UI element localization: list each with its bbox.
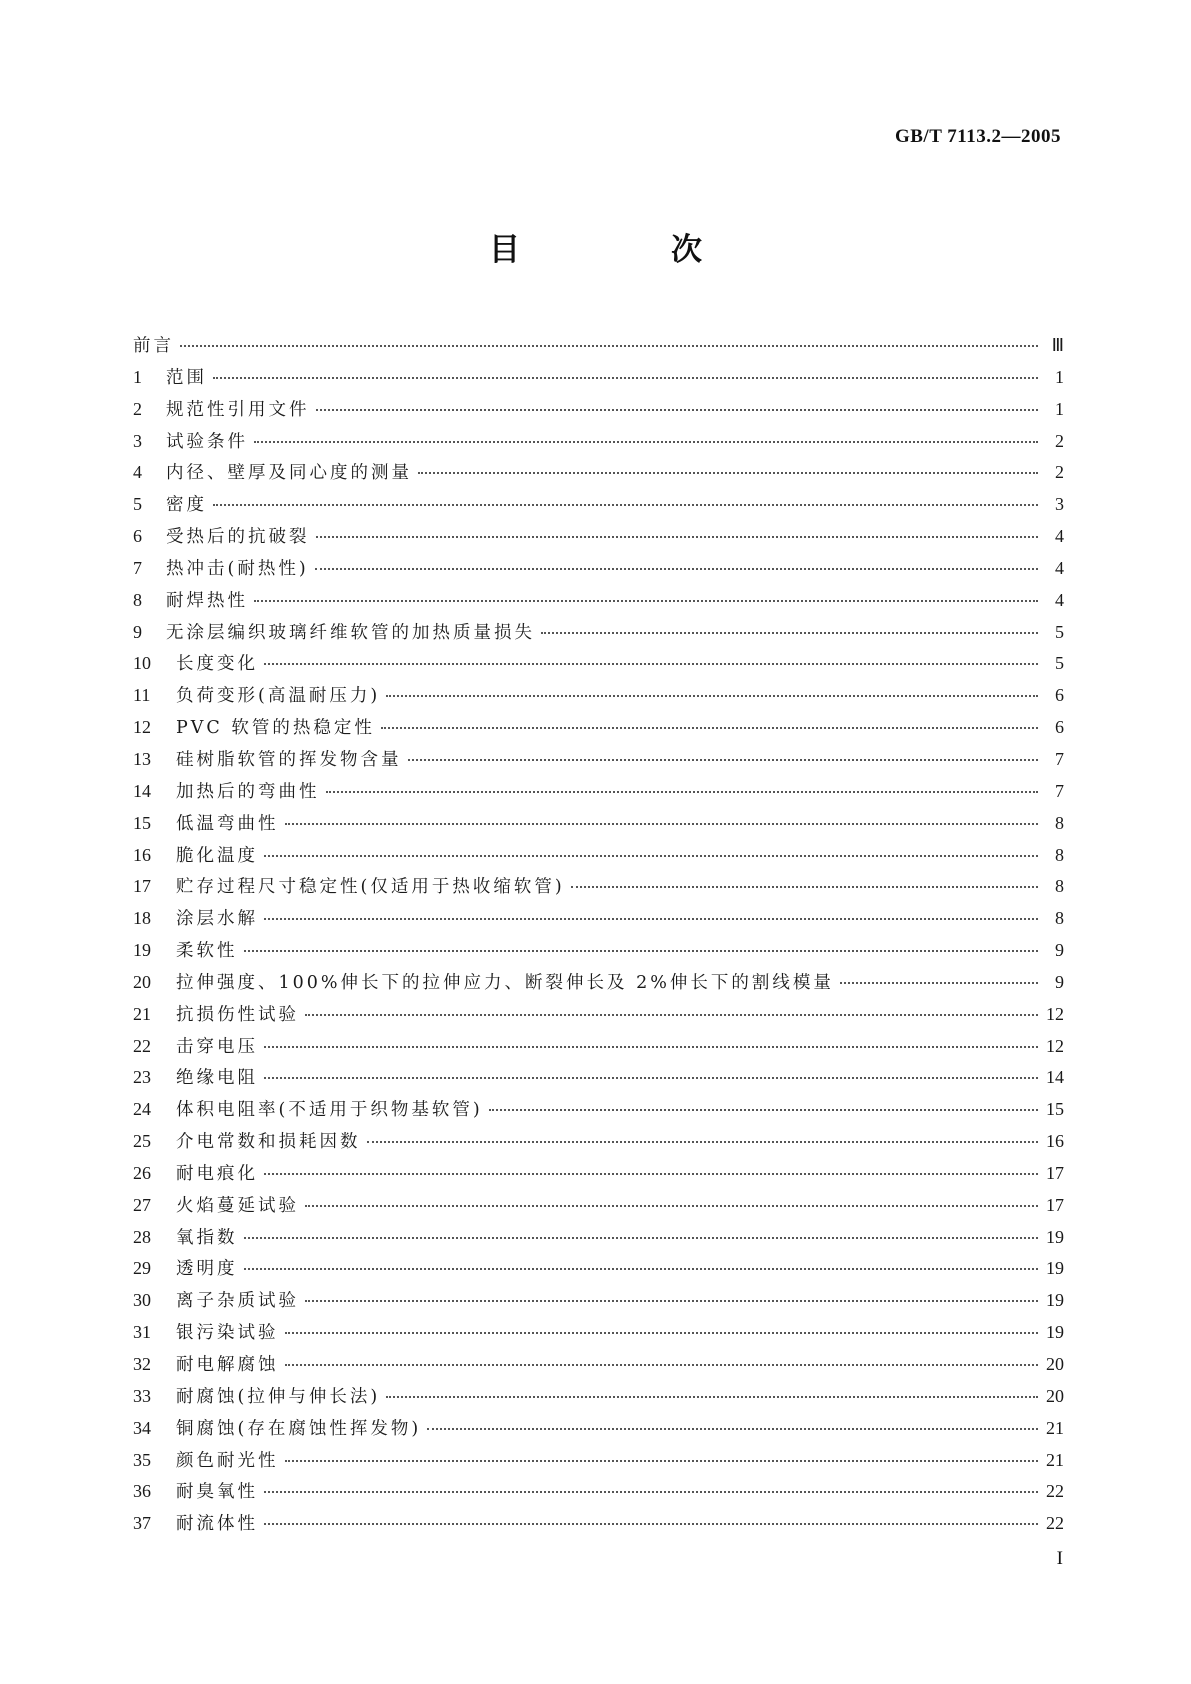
dot-leader — [326, 791, 1039, 793]
toc-entry-page: 2 — [1055, 462, 1064, 483]
toc-entry-label: 耐流体性 — [176, 1514, 258, 1535]
toc-entry-page: 16 — [1046, 1131, 1064, 1152]
toc-entry-label: 受热后的抗破裂 — [166, 527, 310, 548]
toc-entry-label: 介电常数和损耗因数 — [176, 1132, 361, 1153]
dot-leader — [386, 695, 1038, 697]
toc-entry-page: 19 — [1046, 1322, 1064, 1343]
dot-leader — [305, 1205, 1038, 1207]
toc-entry[interactable] — [133, 1415, 1064, 1447]
toc-entry-number: 28 — [133, 1226, 151, 1247]
toc-entry-number: 6 — [133, 526, 142, 547]
toc-entry[interactable] — [133, 714, 1064, 746]
toc-entry-page: 19 — [1046, 1226, 1064, 1247]
dot-leader — [264, 918, 1038, 920]
toc-entry[interactable] — [133, 1478, 1064, 1510]
toc-entry-number: 20 — [133, 971, 151, 992]
dot-leader — [264, 663, 1038, 665]
toc-entry[interactable] — [133, 1319, 1064, 1351]
toc-entry-number: 17 — [133, 876, 151, 897]
toc-entry-number: 1 — [133, 366, 142, 387]
toc-entry-number: 15 — [133, 812, 151, 833]
toc-entry[interactable] — [133, 491, 1064, 523]
toc-entry-number: 32 — [133, 1354, 151, 1374]
toc-entry[interactable] — [133, 842, 1064, 874]
dot-leader — [180, 345, 1038, 347]
dot-leader — [305, 1014, 1038, 1016]
toc-entry-page: 6 — [1055, 717, 1064, 738]
toc-entry-number: 30 — [133, 1290, 151, 1311]
dot-leader — [571, 886, 1038, 888]
dot-leader — [254, 441, 1038, 443]
toc-entry-label: 拉伸强度、100%伸长下的拉伸应力、断裂伸长及 2%伸长下的割线模量 — [176, 972, 834, 993]
toc-entry-number: 12 — [133, 717, 151, 738]
dot-leader — [541, 632, 1038, 634]
dot-leader — [386, 1396, 1038, 1398]
toc-entry-page: 8 — [1055, 876, 1064, 897]
toc-title: 目 次 — [489, 232, 762, 268]
toc-entry-label: 内径、壁厚及同心度的测量 — [166, 463, 412, 484]
toc-entry[interactable] — [133, 1447, 1064, 1479]
toc-entry[interactable] — [133, 1224, 1064, 1256]
dot-leader — [367, 1141, 1039, 1143]
dot-leader — [254, 600, 1038, 602]
toc-entry-number: 3 — [133, 430, 142, 451]
dot-leader — [264, 1173, 1038, 1175]
dot-leader — [840, 982, 1038, 984]
toc-entry[interactable] — [133, 1096, 1064, 1128]
toc-entry-label: 击穿电压 — [176, 1036, 258, 1057]
toc-entry-page: 3 — [1055, 494, 1064, 515]
toc-entry-number: 27 — [133, 1194, 151, 1215]
toc-entry-page: 5 — [1055, 621, 1064, 642]
dot-leader — [285, 1332, 1039, 1334]
toc-entry-number: 8 — [133, 589, 142, 610]
toc-entry-number: 13 — [133, 748, 151, 769]
toc-entry-number: 31 — [133, 1322, 151, 1343]
toc-entry[interactable] — [133, 873, 1064, 905]
toc-entry[interactable] — [133, 396, 1064, 428]
dot-leader — [285, 1364, 1039, 1366]
toc-entry-page: 21 — [1046, 1417, 1064, 1438]
toc-entry[interactable] — [133, 682, 1064, 714]
toc-entry-label: 试验条件 — [166, 431, 248, 452]
toc-entry[interactable] — [133, 969, 1064, 1001]
toc-entry-label: 无涂层编织玻璃纤维软管的加热质量损失 — [166, 622, 535, 643]
toc-entry-label: 柔软性 — [176, 941, 238, 962]
toc-entry-label: 体积电阻率(不适用于织物基软管) — [176, 1100, 483, 1121]
toc-entry-page: 12 — [1046, 1003, 1064, 1024]
toc-entry[interactable] — [133, 1128, 1064, 1160]
toc-entry-number: 2 — [133, 398, 142, 419]
toc-entry-number: 22 — [133, 1035, 151, 1056]
toc-entry-page: 7 — [1055, 748, 1064, 769]
standard-number: GB/T 7113.2—2005 — [894, 126, 1061, 147]
toc-entry-page: 8 — [1055, 908, 1064, 929]
table-of-contents — [133, 332, 1064, 1542]
dot-leader — [427, 1428, 1038, 1430]
toc-entry-label: 氧指数 — [176, 1227, 238, 1248]
toc-entry-label: 负荷变形(高温耐压力) — [176, 686, 381, 707]
toc-entry-page: 20 — [1046, 1354, 1064, 1374]
toc-entry-page: 17 — [1046, 1162, 1064, 1183]
dot-leader — [244, 1237, 1039, 1239]
dot-leader — [244, 1268, 1039, 1270]
toc-entry-page: 14 — [1046, 1067, 1064, 1088]
dot-leader — [213, 504, 1038, 506]
toc-entry-number: 37 — [133, 1513, 151, 1534]
toc-entry-page: 8 — [1055, 812, 1064, 833]
toc-entry-number: 14 — [133, 780, 151, 801]
toc-entry-number: 26 — [133, 1162, 151, 1183]
toc-entry-page: 1 — [1055, 366, 1064, 387]
toc-entry[interactable] — [133, 1351, 1064, 1383]
dot-leader — [264, 1491, 1038, 1493]
toc-entry-label: PVC 软管的热稳定性 — [176, 718, 375, 739]
toc-entry-page: 15 — [1046, 1099, 1064, 1120]
toc-entry[interactable] — [133, 1001, 1064, 1033]
toc-entry[interactable] — [133, 1383, 1064, 1415]
toc-entry[interactable] — [133, 555, 1064, 587]
toc-entry-label: 范围 — [166, 367, 207, 388]
toc-entry-label: 火焰蔓延试验 — [176, 1195, 299, 1216]
toc-entry-label: 低温弯曲性 — [176, 813, 279, 834]
dot-leader — [244, 950, 1039, 952]
toc-entry-label: 前言 — [133, 336, 174, 356]
toc-entry-label: 透明度 — [176, 1259, 238, 1280]
toc-entry-page: 4 — [1055, 526, 1064, 547]
toc-entry-label: 铜腐蚀(存在腐蚀性挥发物) — [176, 1418, 422, 1439]
dot-leader — [381, 727, 1038, 729]
toc-entry-number: 7 — [133, 557, 142, 578]
toc-entry-label: 耐臭氧性 — [176, 1482, 258, 1503]
page-number: I — [1056, 1548, 1063, 1569]
toc-entry-label: 规范性引用文件 — [166, 399, 310, 420]
toc-entry-number: 10 — [133, 653, 151, 674]
toc-entry-number: 25 — [133, 1131, 151, 1152]
toc-entry-label: 长度变化 — [176, 654, 258, 675]
toc-entry[interactable] — [133, 523, 1064, 555]
toc-entry-number: 11 — [133, 685, 151, 706]
toc-entry-number: 9 — [133, 621, 142, 642]
toc-entry[interactable] — [133, 619, 1064, 651]
toc-entry-label: 硅树脂软管的挥发物含量 — [176, 749, 402, 770]
toc-entry-label: 银污染试验 — [176, 1323, 279, 1344]
toc-entry-page: 22 — [1046, 1513, 1064, 1534]
toc-entry-label: 耐电痕化 — [176, 1163, 258, 1184]
toc-entry[interactable] — [133, 459, 1064, 491]
toc-entry-label: 抗损伤性试验 — [176, 1004, 299, 1025]
toc-entry-page: 17 — [1046, 1194, 1064, 1215]
toc-entry[interactable] — [133, 332, 1064, 364]
toc-entry-page: 9 — [1055, 940, 1064, 961]
toc-entry-number: 23 — [133, 1067, 151, 1088]
toc-entry-label: 颜色耐光性 — [176, 1450, 279, 1471]
toc-entry-page: 12 — [1046, 1035, 1064, 1056]
toc-entry[interactable] — [133, 364, 1064, 396]
toc-entry-page: 19 — [1046, 1290, 1064, 1311]
toc-entry-label: 贮存过程尺寸稳定性(仅适用于热收缩软管) — [176, 877, 565, 898]
toc-entry-page: 4 — [1055, 589, 1064, 610]
dot-leader — [408, 759, 1039, 761]
toc-entry-number: 33 — [133, 1385, 151, 1406]
toc-entry-label: 耐腐蚀(拉伸与伸长法) — [176, 1386, 381, 1407]
toc-entry-page: 19 — [1046, 1258, 1064, 1279]
toc-entry-label: 离子杂质试验 — [176, 1291, 299, 1312]
toc-entry[interactable] — [133, 746, 1064, 778]
toc-entry-page: 7 — [1055, 780, 1064, 801]
toc-entry-number: 19 — [133, 940, 151, 961]
dot-leader — [264, 1046, 1038, 1048]
toc-entry[interactable] — [133, 778, 1064, 810]
toc-entry-label: 脆化温度 — [176, 845, 258, 866]
toc-entry-label: 耐焊热性 — [166, 590, 248, 611]
toc-entry[interactable] — [133, 937, 1064, 969]
toc-entry-number: 5 — [133, 494, 142, 515]
toc-entry-number: 18 — [133, 908, 151, 929]
toc-entry[interactable] — [133, 650, 1064, 682]
dot-leader — [264, 1077, 1038, 1079]
toc-entry-number: 16 — [133, 844, 151, 865]
toc-entry[interactable] — [133, 1255, 1064, 1287]
toc-entry-number: 35 — [133, 1449, 151, 1470]
toc-entry[interactable] — [133, 1287, 1064, 1319]
toc-entry[interactable] — [133, 1160, 1064, 1192]
toc-entry-page: Ⅲ — [1051, 335, 1064, 355]
toc-entry-label: 热冲击(耐热性) — [166, 558, 309, 579]
toc-entry-label: 加热后的弯曲性 — [176, 781, 320, 802]
toc-entry-page: 22 — [1046, 1481, 1064, 1502]
toc-entry[interactable] — [133, 587, 1064, 619]
dot-leader — [264, 1523, 1038, 1525]
dot-leader — [316, 536, 1039, 538]
toc-entry-number: 24 — [133, 1099, 151, 1120]
toc-entry-label: 耐电解腐蚀 — [176, 1355, 279, 1375]
toc-entry-page: 9 — [1055, 971, 1064, 992]
toc-entry-label: 绝缘电阻 — [176, 1068, 258, 1089]
toc-entry-page: 21 — [1046, 1449, 1064, 1470]
toc-entry-page: 6 — [1055, 685, 1064, 706]
dot-leader — [418, 472, 1038, 474]
toc-entry[interactable] — [133, 428, 1064, 460]
dot-leader — [285, 823, 1039, 825]
toc-entry-page: 20 — [1046, 1385, 1064, 1406]
toc-entry-page: 2 — [1055, 430, 1064, 451]
dot-leader — [315, 568, 1038, 570]
toc-entry-number: 21 — [133, 1003, 151, 1024]
toc-entry-page: 1 — [1055, 398, 1064, 419]
toc-entry-number: 4 — [133, 462, 142, 483]
dot-leader — [489, 1109, 1038, 1111]
toc-entry-label: 涂层水解 — [176, 909, 258, 930]
toc-entry-number: 36 — [133, 1481, 151, 1502]
toc-entry[interactable] — [133, 1064, 1064, 1096]
toc-entry-page: 8 — [1055, 844, 1064, 865]
dot-leader — [285, 1460, 1039, 1462]
toc-entry[interactable] — [133, 810, 1064, 842]
toc-entry-number: 34 — [133, 1417, 151, 1438]
dot-leader — [316, 409, 1039, 411]
toc-entry-label: 密度 — [166, 495, 207, 516]
toc-entry-page: 5 — [1055, 653, 1064, 674]
toc-entry[interactable] — [133, 1192, 1064, 1224]
dot-leader — [213, 377, 1038, 379]
toc-entry[interactable] — [133, 1033, 1064, 1065]
toc-entry-number: 29 — [133, 1258, 151, 1279]
dot-leader — [264, 855, 1038, 857]
toc-entry[interactable] — [133, 905, 1064, 937]
dot-leader — [305, 1300, 1038, 1302]
toc-entry-page: 4 — [1055, 557, 1064, 578]
toc-entry[interactable] — [133, 1510, 1064, 1542]
